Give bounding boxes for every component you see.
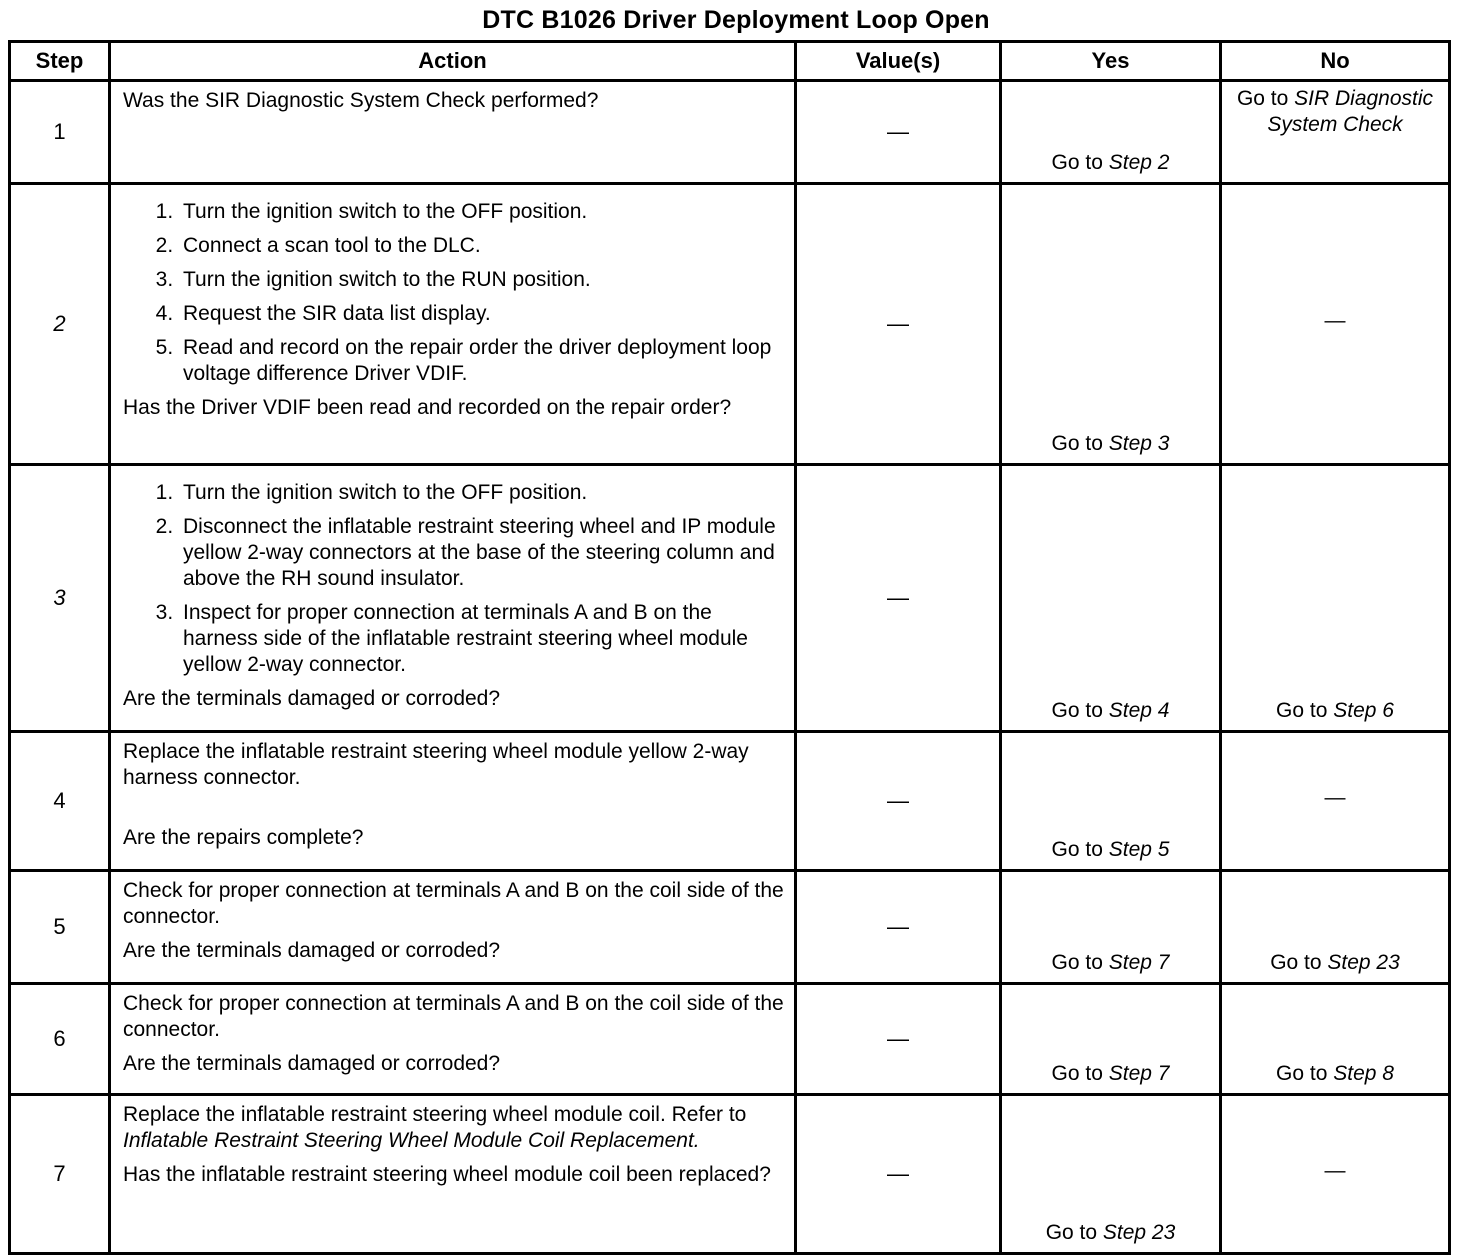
no-prefix: Go to [1276, 1062, 1334, 1085]
header-values: Value(s) [796, 42, 1001, 81]
no-step-link[interactable]: SIR Diagnostic System Check [1267, 87, 1434, 136]
action-text: Replace the inflatable restraint steering wheel module yellow 2-way harness connector. [123, 740, 749, 789]
action-step-item: 1. Turn the ignition switch to the OFF position. [179, 480, 786, 506]
action-question: Are the terminals damaged or corroded? [123, 1052, 501, 1075]
table-row [10, 984, 1450, 1095]
yes-prefix: Go to [1051, 838, 1109, 861]
step-number: 7 [10, 1095, 110, 1254]
yes-prefix: Go to [1051, 1062, 1109, 1085]
step-number: 5 [10, 871, 110, 984]
no-prefix: Go to [1276, 699, 1334, 722]
action-text: Check for proper connection at terminals A and B on the coil side of the connector. [123, 879, 784, 928]
no-cell: — [1221, 184, 1450, 465]
yes-prefix: Go to [1051, 432, 1109, 455]
value-cell: — [796, 81, 1001, 184]
no-cell: — [1221, 1095, 1450, 1254]
action-cell [110, 465, 796, 732]
header-step: Step [10, 42, 110, 81]
value-cell: — [796, 871, 1001, 984]
yes-prefix: Go to [1051, 151, 1109, 174]
action-step-item: 2. Connect a scan tool to the DLC. [179, 233, 786, 259]
yes-cell [1001, 732, 1221, 871]
action-cell [110, 184, 796, 465]
no-cell: — [1221, 732, 1450, 871]
no-step-link[interactable]: Step 8 [1333, 1062, 1394, 1085]
action-cell [110, 732, 796, 871]
step-number: 6 [10, 984, 110, 1095]
header-row [10, 42, 1450, 81]
step-number: 1 [10, 81, 110, 184]
yes-step-link[interactable]: Step 4 [1108, 699, 1170, 722]
yes-step-link[interactable]: Step 3 [1108, 432, 1170, 455]
header-no: No [1221, 42, 1450, 81]
table-row [10, 732, 1450, 871]
no-cell [1221, 984, 1450, 1095]
yes-prefix: Go to [1051, 699, 1109, 722]
action-cell [110, 1095, 796, 1254]
header-yes: Yes [1001, 42, 1221, 81]
no-prefix: Go to [1236, 87, 1295, 110]
yes-step-link[interactable]: Step 2 [1108, 151, 1170, 174]
step-number: 2 [10, 184, 110, 465]
value-cell: — [796, 1095, 1001, 1254]
yes-cell [1001, 81, 1221, 184]
action-text-end: . [693, 1129, 700, 1152]
action-steps-list [123, 480, 786, 678]
yes-prefix: Go to [1045, 1221, 1103, 1244]
action-question: Has the Driver VDIF been read and recorded on the repair order? [123, 396, 732, 419]
action-step-item: 2. Disconnect the inflatable restraint steering wheel and IP module yellow 2-way connectors at the base of the steering column and above the RH sound insulator. [179, 514, 786, 592]
action-question: Has the inflatable restraint steering wheel module coil been replaced? [123, 1163, 771, 1186]
yes-step-link[interactable]: Step 7 [1108, 951, 1170, 974]
no-step-link[interactable]: Step 23 [1327, 951, 1400, 974]
action-question: Are the repairs complete? [123, 826, 364, 849]
yes-cell [1001, 871, 1221, 984]
no-prefix: Go to [1270, 951, 1328, 974]
table-row [10, 465, 1450, 732]
action-step-item: 4. Request the SIR data list display. [179, 301, 786, 327]
yes-prefix: Go to [1051, 951, 1109, 974]
diagnostic-table [8, 40, 1451, 1255]
no-cell [1221, 871, 1450, 984]
yes-step-link[interactable]: Step 23 [1102, 1221, 1176, 1244]
action-step-item: 5. Read and record on the repair order the driver deployment loop voltage difference Driver VDIF. [179, 335, 786, 387]
action-text-lead: Replace the inflatable restraint steering wheel module coil. Refer to [123, 1103, 747, 1126]
no-cell [1221, 81, 1450, 184]
value-cell: — [796, 732, 1001, 871]
table-row [10, 1095, 1450, 1254]
no-cell [1221, 465, 1450, 732]
step-number: 3 [10, 465, 110, 732]
table-row [10, 184, 1450, 465]
table-row [10, 81, 1450, 184]
yes-cell [1001, 984, 1221, 1095]
header-action: Action [110, 42, 796, 81]
action-cell [110, 984, 796, 1095]
table-row [10, 871, 1450, 984]
value-cell: — [796, 984, 1001, 1095]
action-question: Was the SIR Diagnostic System Check performed? [123, 89, 599, 112]
action-step-item: 1. Turn the ignition switch to the OFF position. [179, 199, 786, 225]
action-steps-list [123, 199, 786, 387]
yes-cell [1001, 465, 1221, 732]
yes-step-link[interactable]: Step 5 [1108, 838, 1170, 861]
no-step-link[interactable]: Step 6 [1333, 699, 1394, 722]
action-step-item: 3. Inspect for proper connection at terminals A and B on the harness side of the inflatable restraint steering wheel module yellow 2-way connector. [179, 600, 786, 678]
step-number: 4 [10, 732, 110, 871]
action-question: Are the terminals damaged or corroded? [123, 939, 501, 962]
yes-cell [1001, 1095, 1221, 1254]
yes-cell [1001, 184, 1221, 465]
action-text: Check for proper connection at terminals A and B on the coil side of the connector. [123, 992, 784, 1041]
action-step-item: 3. Turn the ignition switch to the RUN position. [179, 267, 786, 293]
action-reference-link[interactable]: Inflatable Restraint Steering Wheel Module Coil Replacement [123, 1129, 694, 1152]
action-question: Are the terminals damaged or corroded? [123, 687, 501, 710]
action-text [123, 1102, 786, 1154]
action-cell [110, 871, 796, 984]
page-title: DTC B1026 Driver Deployment Loop Open [482, 6, 990, 34]
yes-step-link[interactable]: Step 7 [1108, 1062, 1170, 1085]
action-cell [110, 81, 796, 184]
value-cell: — [796, 465, 1001, 732]
value-cell: — [796, 184, 1001, 465]
